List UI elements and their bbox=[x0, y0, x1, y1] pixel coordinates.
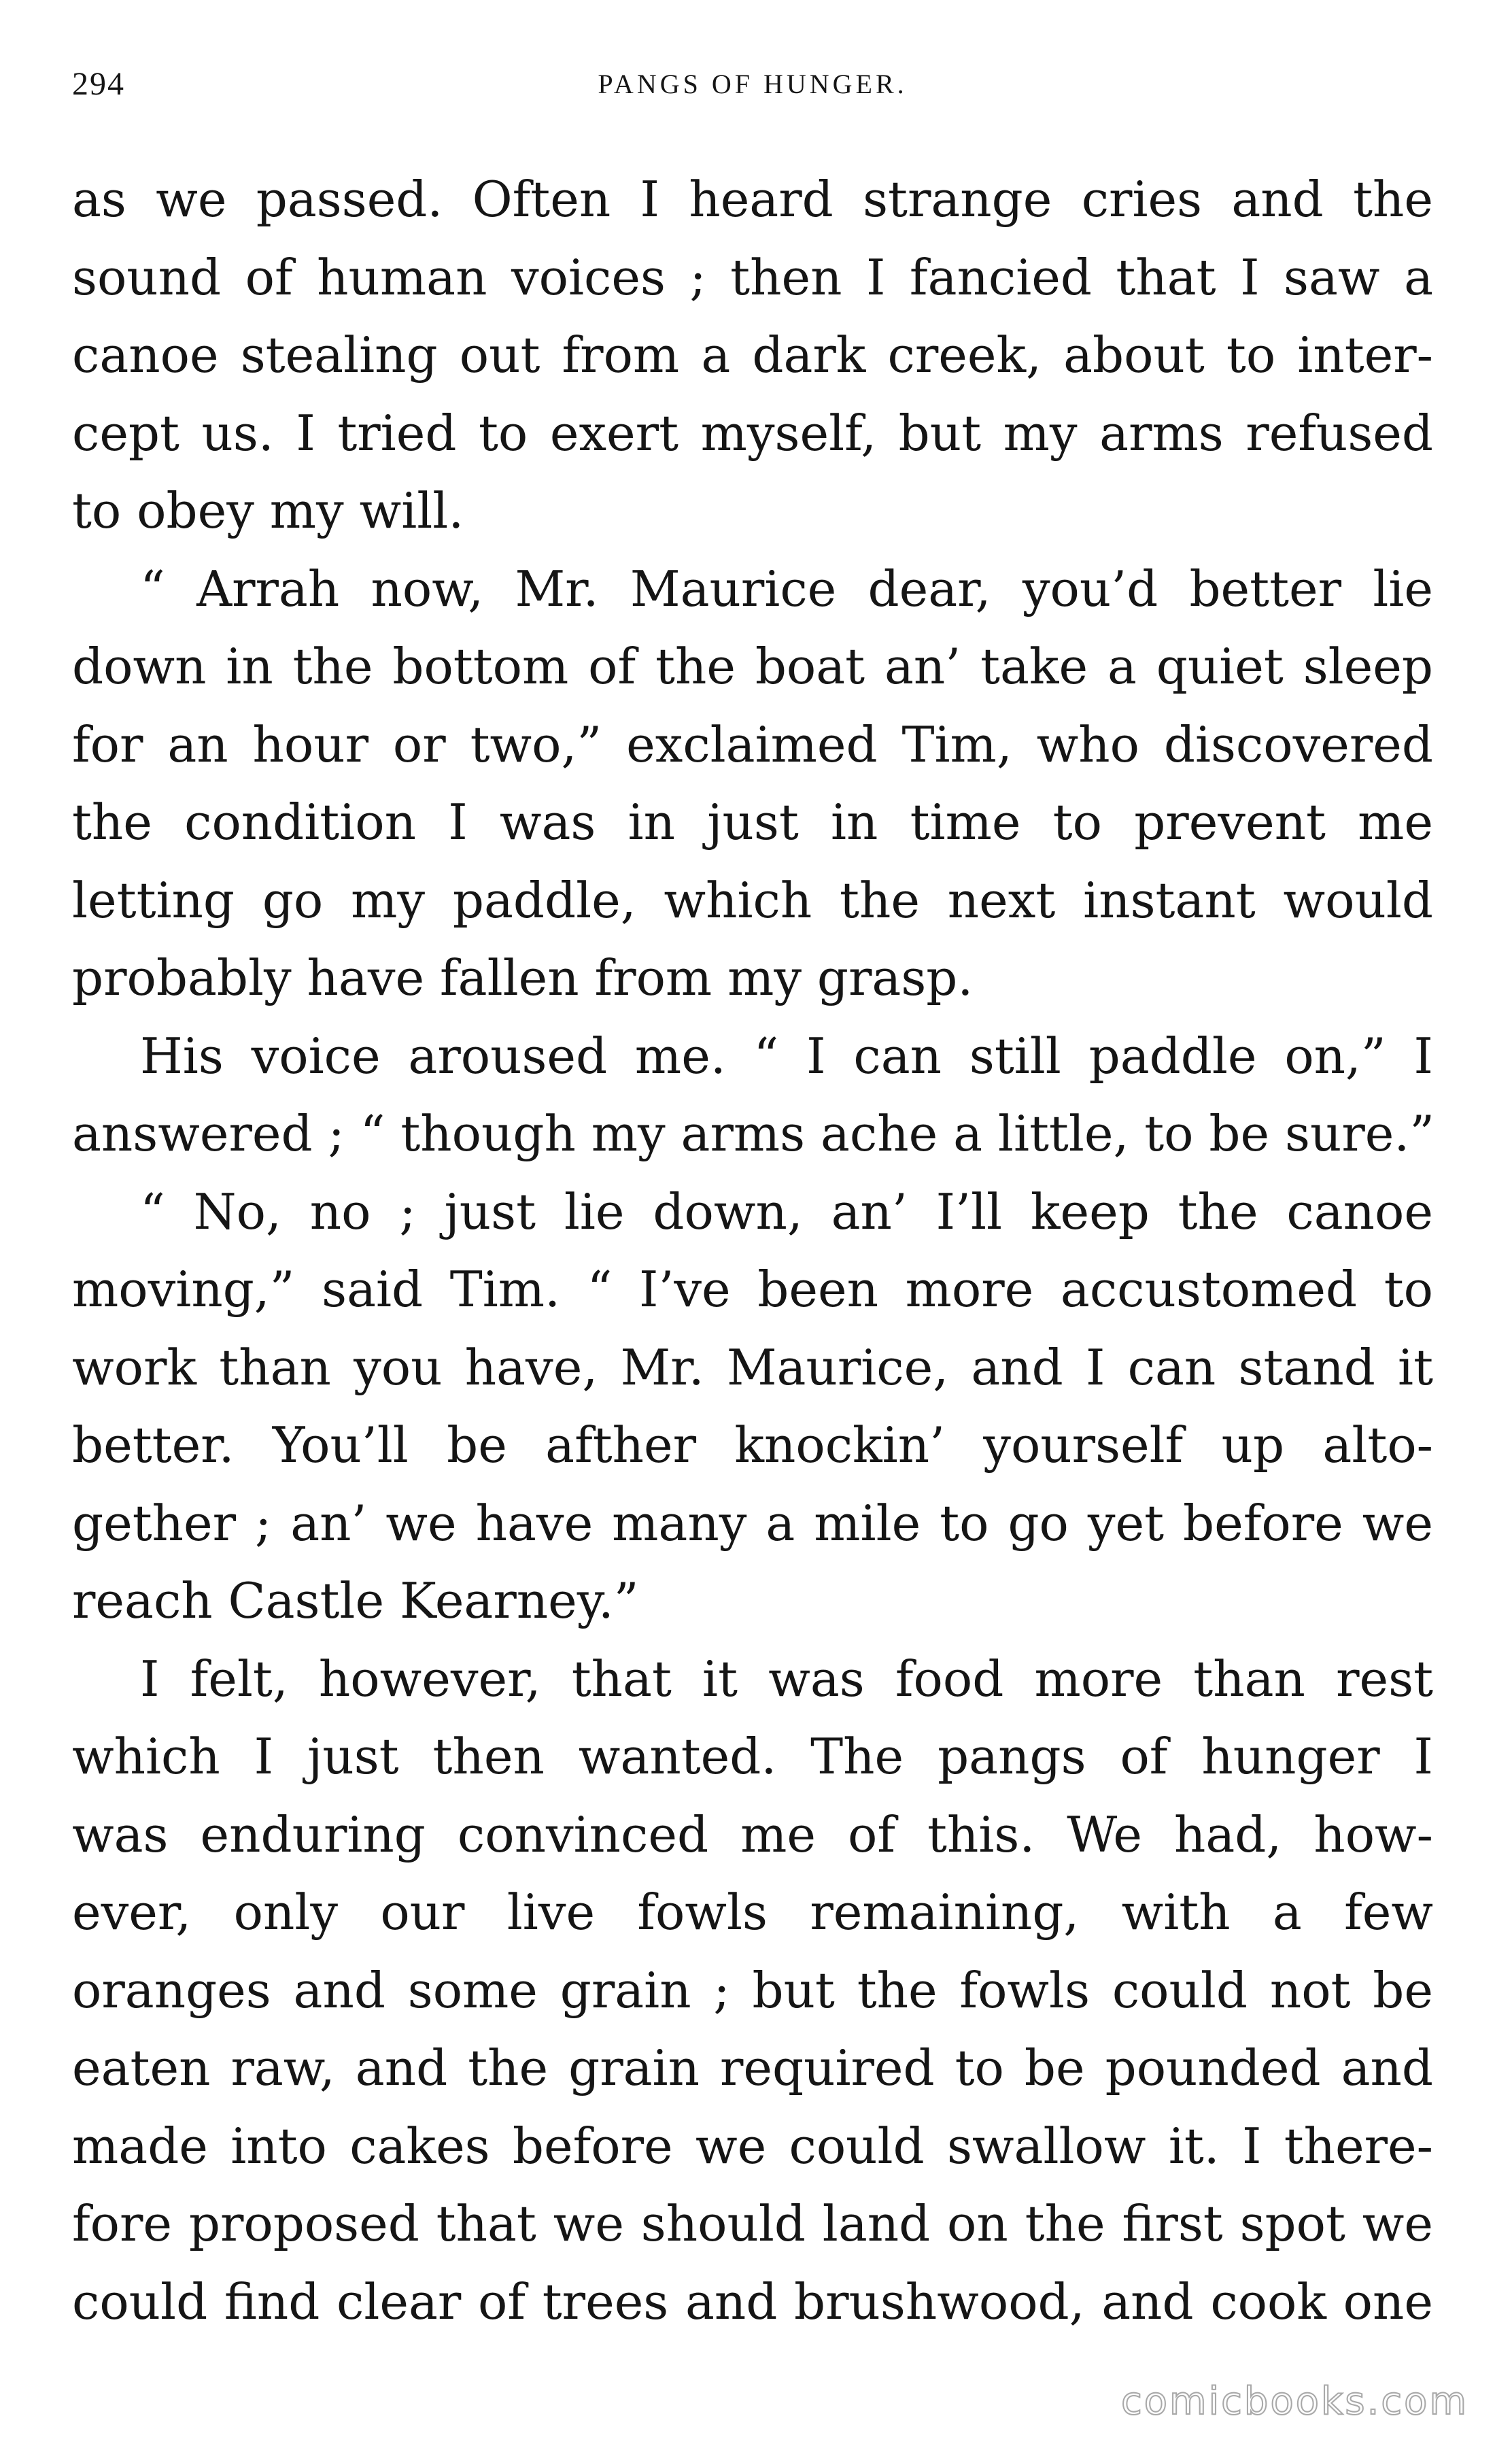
text-line: gether ; an’ we have many a mile to go yet before we bbox=[72, 1494, 1433, 1552]
text-line: “ No, no ; just lie down, an’ I’ll keep the canoe bbox=[140, 1183, 1433, 1240]
page-number: 294 bbox=[72, 66, 125, 102]
running-head bbox=[72, 65, 1433, 126]
text-line: reach Castle Kearney.” bbox=[72, 1572, 639, 1629]
text-line: which I just then wanted. The pangs of hunger I bbox=[72, 1728, 1433, 1785]
text-line: was enduring convinced me of this. We had, how- bbox=[72, 1805, 1433, 1863]
watermark: comicbooks.com bbox=[1120, 2379, 1468, 2424]
text-line: I felt, however, that it was food more than rest bbox=[140, 1650, 1433, 1707]
body-text bbox=[72, 160, 1433, 2341]
text-line: ever, only our live fowls remaining, with a few bbox=[72, 1884, 1433, 1941]
text-line: probably have fallen from my grasp. bbox=[72, 949, 974, 1006]
text-line: for an hour or two,” exclaimed Tim, who discovered bbox=[72, 715, 1433, 773]
text-line: eaten raw, and the grain required to be pounded and bbox=[72, 2039, 1433, 2096]
text-line: sound of human voices ; then I fancied that I saw a bbox=[72, 248, 1433, 306]
text-line: cept us. I tried to exert myself, but my arms refused bbox=[72, 404, 1433, 462]
text-line: to obey my will. bbox=[72, 482, 464, 539]
text-line: “ Arrah now, Mr. Maurice dear, you’d better lie bbox=[140, 560, 1433, 617]
text-line: could find clear of trees and brushwood, and cook one bbox=[72, 2273, 1433, 2330]
text-line: as we passed. Often I heard strange cries and the bbox=[72, 171, 1433, 228]
text-line: the condition I was in just in time to prevent me bbox=[72, 794, 1433, 851]
text-line: His voice aroused me. “ I can still paddle on,” I bbox=[140, 1027, 1433, 1085]
text-line: oranges and some grain ; but the fowls could not be bbox=[72, 1961, 1433, 2019]
text-line: moving,” said Tim. “ I’ve been more accustomed to bbox=[72, 1261, 1433, 1318]
text-line: made into cakes before we could swallow it. I there- bbox=[72, 2117, 1433, 2175]
text-line: canoe stealing out from a dark creek, about to inter- bbox=[72, 326, 1433, 384]
text-line: letting go my paddle, which the next instant would bbox=[72, 871, 1433, 929]
text-line: fore proposed that we should land on the first spot we bbox=[72, 2195, 1433, 2252]
text-line: answered ; “ though my arms ache a little, to be sure.” bbox=[72, 1105, 1435, 1162]
text-line: down in the bottom of the boat an’ take a quiet sleep bbox=[72, 638, 1433, 695]
text-line: better. You’ll be afther knockin’ yourself up alto- bbox=[72, 1416, 1433, 1474]
text-line: work than you have, Mr. Maurice, and I can stand it bbox=[72, 1338, 1433, 1396]
running-title: PANGS OF HUNGER. bbox=[598, 69, 908, 99]
